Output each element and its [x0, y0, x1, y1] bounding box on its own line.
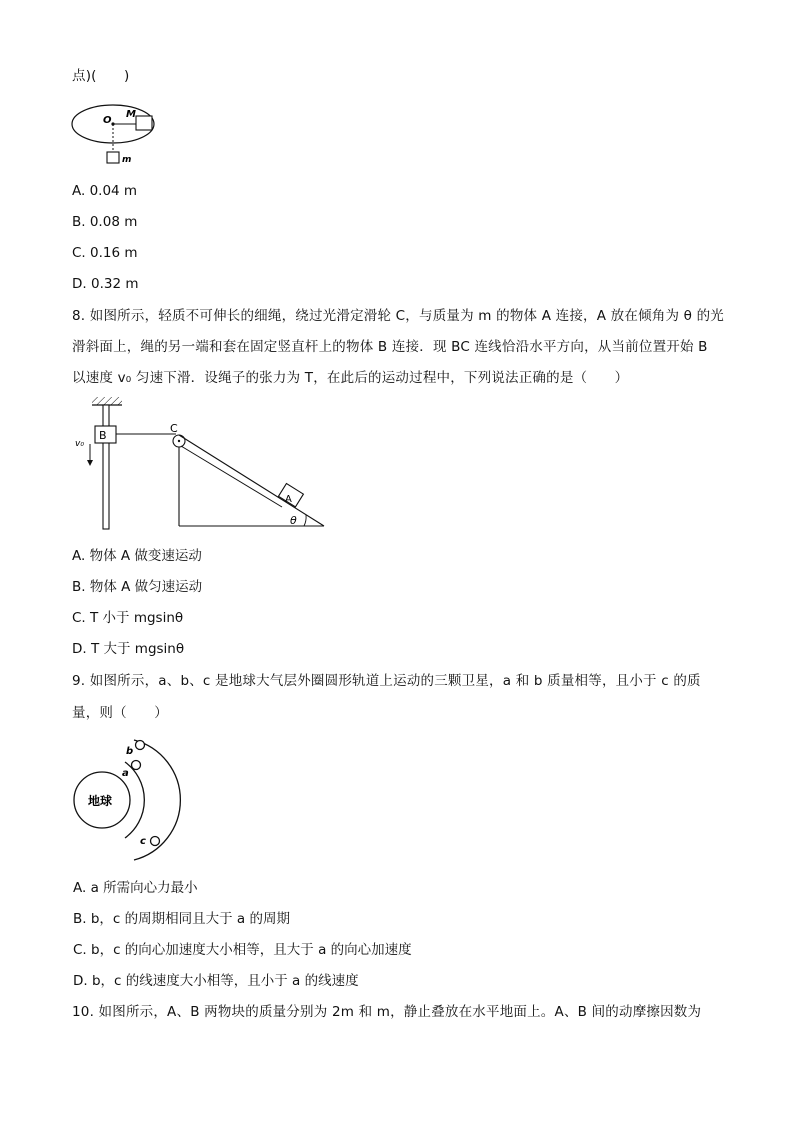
q8-option-a: A. 物体 A 做变速运动	[72, 548, 202, 564]
q9-option-d: D. b，c 的线速度大小相等，且小于 a 的线速度	[73, 973, 359, 989]
q7-option-b: B. 0.08 m	[72, 214, 138, 230]
q8-figure	[72, 394, 332, 534]
q7-block-m	[107, 152, 119, 163]
q8-option-d: D. T 大于 mgsinθ	[72, 641, 185, 657]
q7-option-d: D. 0.32 m	[72, 276, 139, 292]
q7-figure	[70, 96, 160, 168]
q8-label-A: A	[285, 494, 292, 505]
q7-label-m: m	[122, 155, 132, 165]
q8-stem-line-1: 8. 如图所示，轻质不可伸长的细绳，绕过光滑定滑轮 C，与质量为 m 的物体 A 连接，A 放在倾角为 θ 的光	[72, 308, 725, 324]
q9-option-a: A. a 所需向心力最小	[73, 880, 198, 896]
q9-satellite-a	[132, 761, 141, 770]
q7-option-a: A. 0.04 m	[72, 183, 138, 199]
q9-label-earth: 地球	[88, 794, 113, 808]
q8-label-theta: θ	[290, 514, 297, 527]
q9-option-c: C. b，c 的向心加速度大小相等，且大于 a 的向心加速度	[73, 942, 412, 958]
q8-vertical-rod	[103, 405, 109, 529]
q9-satellite-b	[136, 741, 145, 750]
q9-label-c: c	[140, 836, 146, 847]
q8-label-C: C	[170, 422, 178, 435]
q7-stem-tail: 点)( )	[72, 68, 130, 84]
q9-figure	[70, 732, 190, 862]
q7-label-O: O	[103, 115, 112, 126]
q7-block-M	[136, 116, 152, 130]
q9-stem-line-2: 量，则（ ）	[72, 705, 168, 721]
q8-option-b: B. 物体 A 做匀速运动	[72, 579, 203, 595]
q10-stem-line-1: 10. 如图所示，A、B 两物块的质量分别为 2m 和 m，静止叠放在水平地面上。A、B 间的动摩擦因数为	[72, 1004, 702, 1020]
q8-stem-line-3: 以速度 v₀ 匀速下滑．设绳子的张力为 T，在此后的运动过程中，下列说法正确的是（ ）	[72, 370, 629, 386]
q9-option-b: B. b，c 的周期相同且大于 a 的周期	[73, 911, 290, 927]
q9-label-a: a	[122, 768, 129, 779]
q8-label-v0: v₀	[75, 439, 84, 449]
q7-label-M: M	[126, 109, 136, 120]
q8-rope-incline	[181, 446, 282, 507]
q8-option-c: C. T 小于 mgsinθ	[72, 610, 184, 626]
q7-option-c: C. 0.16 m	[72, 245, 138, 261]
q9-label-b: b	[126, 746, 134, 757]
q8-label-B: B	[99, 429, 107, 442]
q8-angle-arc	[304, 515, 306, 526]
q9-stem-line-1: 9. 如图所示，a、b、c 是地球大气层外圈圆形轨道上运动的三颗卫星，a 和 b 质量相等，且小于 c 的质	[72, 673, 701, 689]
q8-stem-line-2: 滑斜面上，绳的另一端和套在固定竖直杆上的物体 B 连接．现 BC 连线恰沿水平方向，从当前位置开始 B	[72, 339, 708, 355]
q8-ceiling-hatch	[92, 397, 122, 405]
q9-satellite-c	[151, 837, 160, 846]
q8-incline-surface	[179, 435, 324, 526]
